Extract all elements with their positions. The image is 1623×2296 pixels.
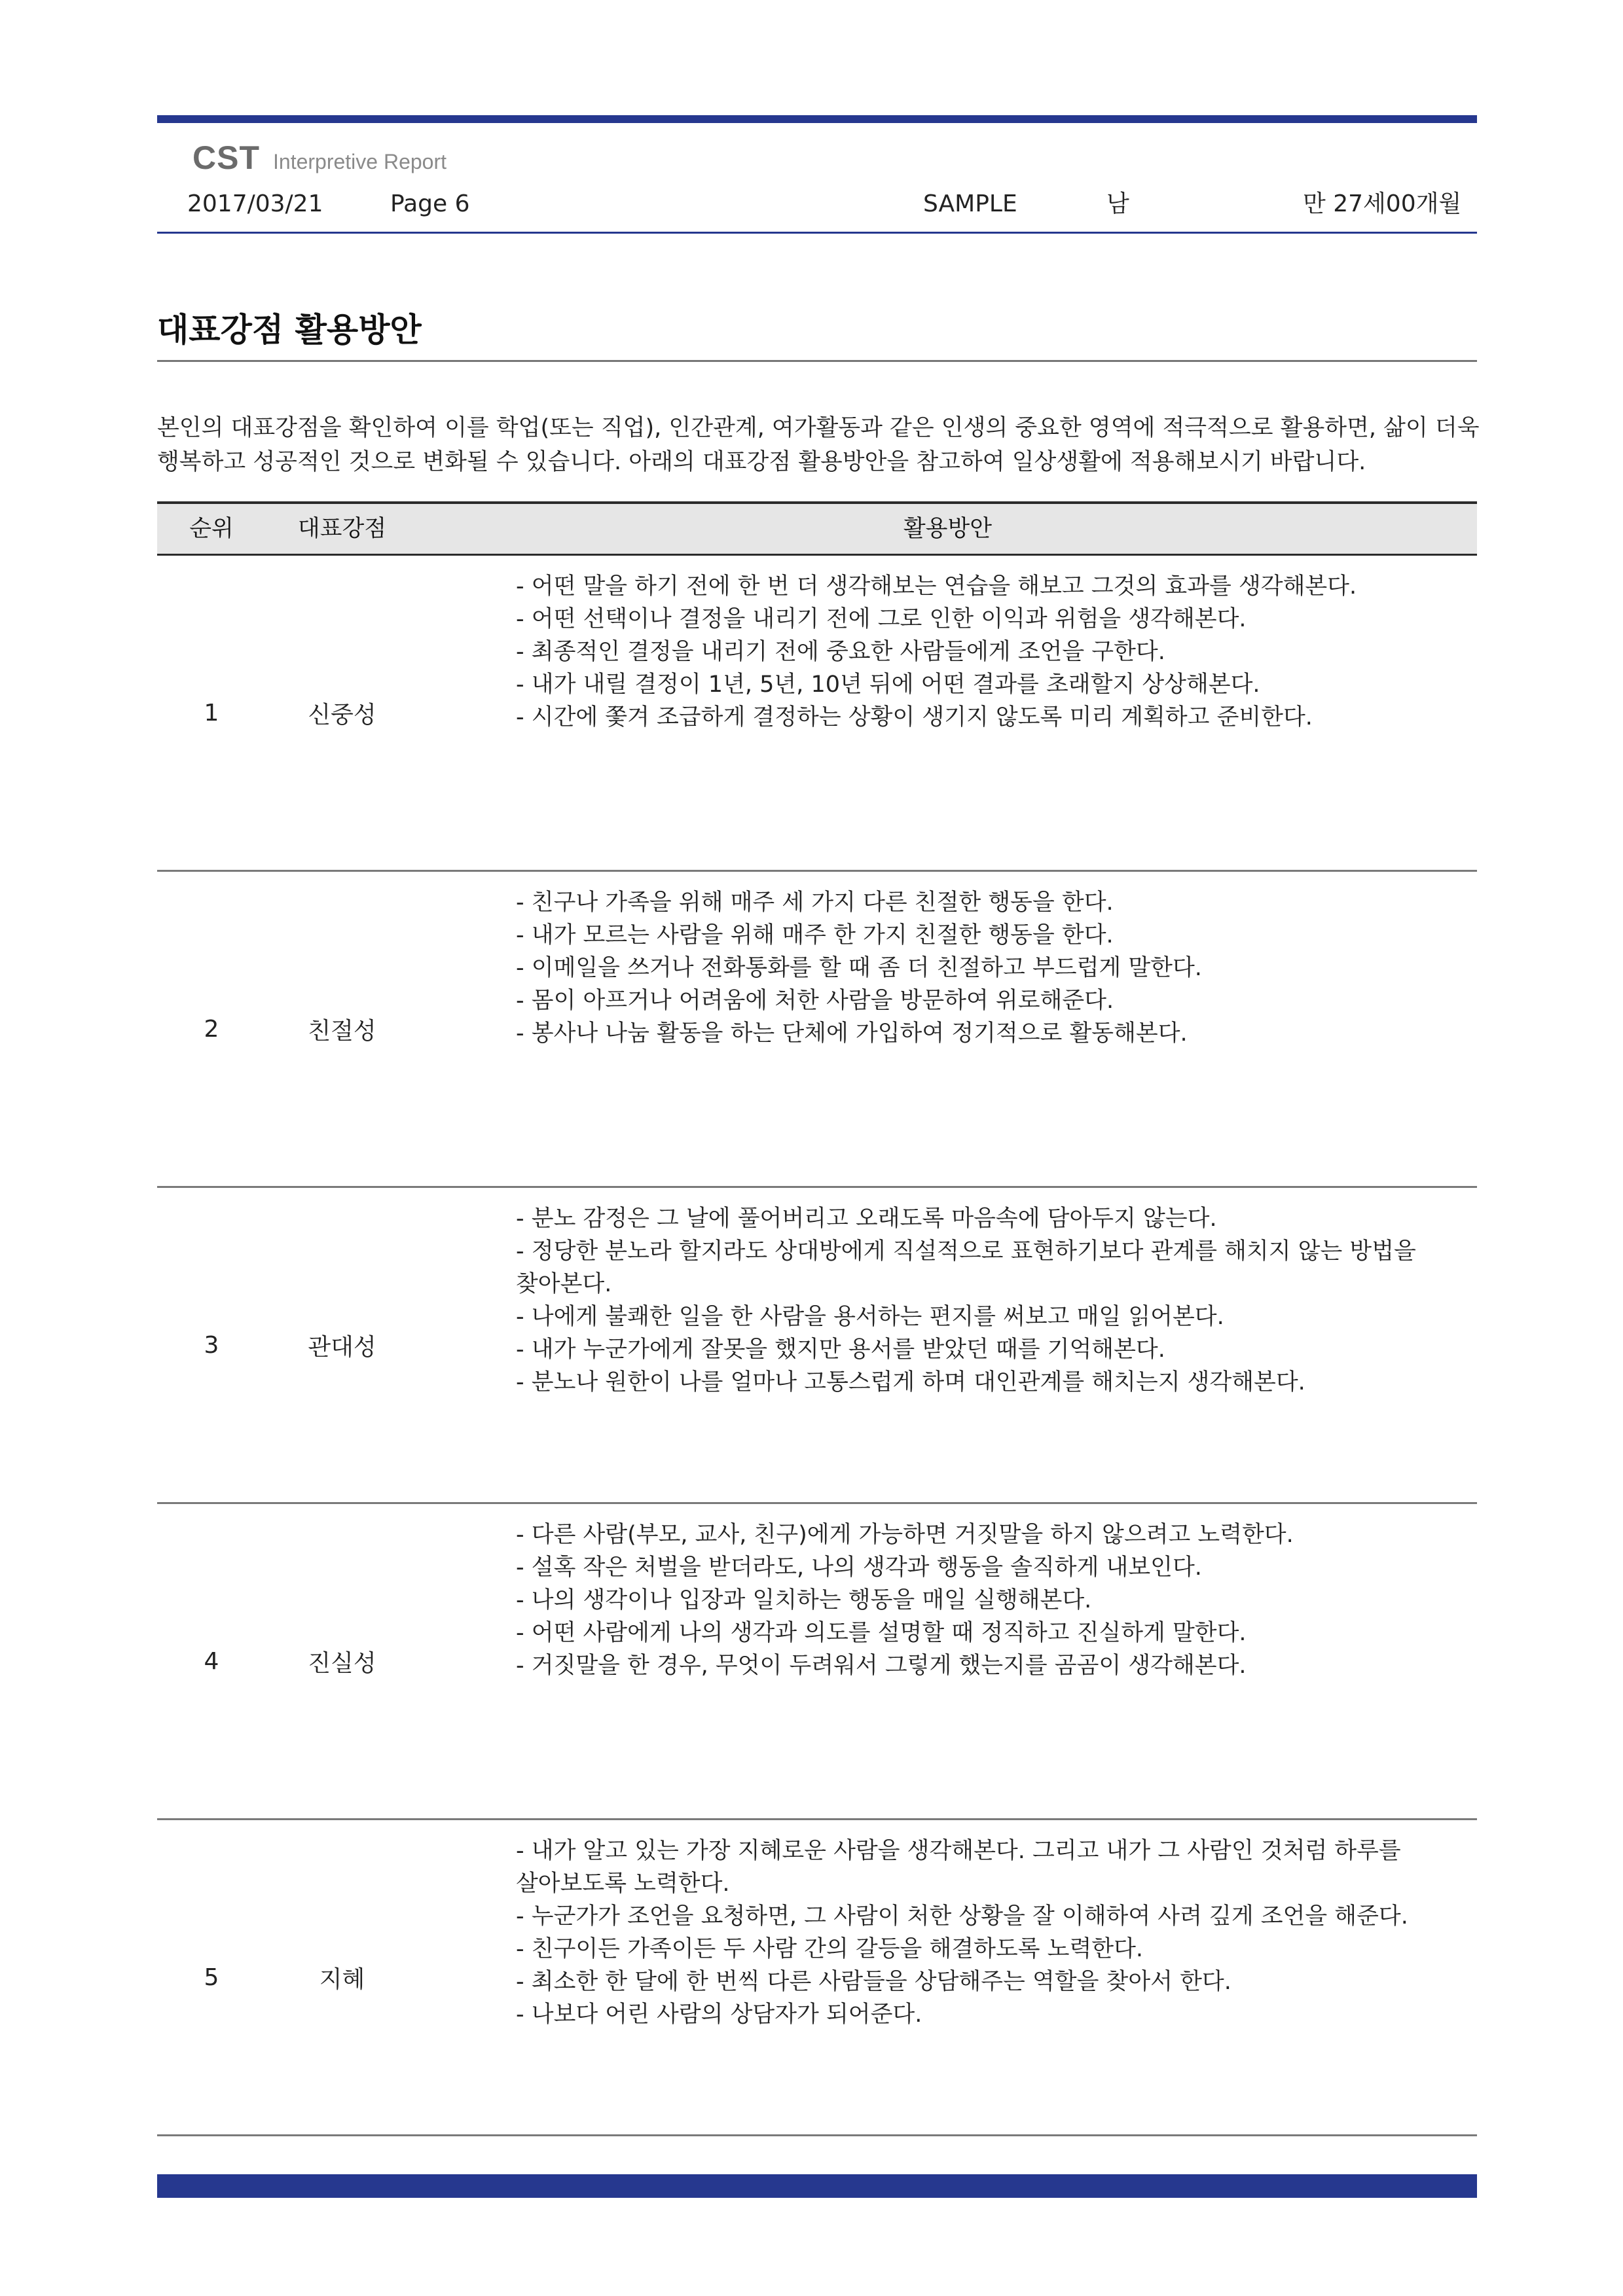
tips-list [516,1835,1459,2031]
tip-line: - 분노나 원한이 나를 얼마나 고통스럽게 하며 대인관계를 해치는지 생각해본다. [516,1369,1305,1395]
strength-cell: 지혜 [319,1965,365,1993]
tip-line: - 내가 알고 있는 가장 지혜로운 사람을 생각해본다. 그리고 내가 그 사람인 것처럼 하루를 [516,1838,1401,1864]
rank-cell: 3 [204,1331,219,1359]
intro-line: 본인의 대표강점을 확인하여 이를 학업(또는 직업), 인간관계, 여가활동과 같은 인생의 중요한 영역에 적극적으로 활용하면, 삶이 더욱 [157,415,1480,441]
tip-line: - 나의 생각이나 입장과 일치하는 행동을 매일 실행해본다. [516,1587,1092,1613]
tip-line: - 나에게 불쾌한 일을 한 사람을 용서하는 편지를 써보고 매일 읽어본다. [516,1304,1224,1330]
tip-line: 찾아본다. [516,1271,612,1297]
tips-list [516,886,1459,1050]
table-row [157,556,1477,872]
tip-line: - 어떤 사람에게 나의 생각과 의도를 설명할 때 정직하고 진실하게 말한다. [516,1620,1247,1646]
tip-line: - 설혹 작은 처벌을 받더라도, 나의 생각과 행동을 솔직하게 내보인다. [516,1554,1202,1581]
report-brand [192,139,447,181]
table-row [157,1504,1477,1820]
page-number: Page 6 [390,190,470,217]
subject-age: 만 27세00개월 [1303,190,1462,217]
table-row [157,1188,1477,1504]
rank-cell: 4 [204,1647,219,1675]
tip-line: - 정당한 분노라 할지라도 상대방에게 직설적으로 표현하기보다 관계를 해치지 않는 방법을 [516,1238,1416,1265]
column-header-tips: 활용방안 [903,516,993,542]
rank-cell: 1 [204,699,219,726]
tip-line: - 몸이 아프거나 어려움에 처한 사람을 방문하여 위로해준다. [516,988,1114,1014]
tip-line: - 친구나 가족을 위해 매주 세 가지 다른 친절한 행동을 한다. [516,889,1114,916]
strength-cell: 진실성 [308,1649,376,1677]
strength-cell: 관대성 [308,1333,376,1361]
tip-line: - 내가 모르는 사람을 위해 매주 한 가지 친절한 행동을 한다. [516,922,1114,948]
strengths-table [157,501,1477,2136]
rank-cell: 2 [204,1015,219,1043]
tip-line: - 최소한 한 달에 한 번씩 다른 사람들을 상담해주는 역할을 찾아서 한다. [516,1969,1231,1995]
tip-line: - 친구이든 가족이든 두 사람 간의 갈등을 해결하도록 노력한다. [516,1936,1144,1962]
report-date: 2017/03/21 [187,190,323,217]
intro-line: 행복하고 성공적인 것으로 변화될 수 있습니다. 아래의 대표강점 활용방안을 참고하여 일상생활에 적용해보시기 바랍니다. [157,449,1366,475]
tip-line: - 어떤 선택이나 결정을 내리기 전에 그로 인한 이익과 위험을 생각해본다. [516,606,1247,632]
tip-line: - 거짓말을 한 경우, 무엇이 두려워서 그렇게 했는지를 곰곰이 생각해본다. [516,1653,1247,1679]
brand-subtitle: Interpretive Report [273,150,447,173]
tip-line: - 내가 내릴 결정이 1년, 5년, 10년 뒤에 어떤 결과를 초래할지 상상해본다. [516,672,1260,698]
intro-paragraph [157,411,1480,479]
tip-line: - 시간에 쫓겨 조급하게 결정하는 상황이 생기지 않도록 미리 계획하고 준비한다. [516,704,1313,730]
title-divider [157,360,1477,362]
column-header-rank: 순위 [189,516,234,542]
section-title: 대표강점 활용방안 [157,311,422,349]
table-header [157,501,1477,556]
subject-gender: 남 [1106,190,1129,217]
rank-cell: 5 [204,1964,219,1991]
strength-cell: 친절성 [308,1017,376,1045]
tip-line: 살아보도록 노력한다. [516,1871,730,1897]
table-row [157,872,1477,1188]
tips-list [516,570,1459,734]
tip-line: - 내가 누군가에게 잘못을 했지만 용서를 받았던 때를 기억해본다. [516,1336,1165,1363]
bottom-accent-bar [157,2174,1477,2198]
tip-line: - 누군가가 조언을 요청하면, 그 사람이 처한 상황을 잘 이해하여 사려 깊게 조언을 해준다. [516,1903,1408,1929]
tip-line: - 나보다 어린 사람의 상담자가 되어준다. [516,2001,922,2028]
tip-line: - 최종적인 결정을 내리기 전에 중요한 사람들에게 조언을 구한다. [516,639,1165,665]
header-divider [157,232,1477,234]
tip-line: - 이메일을 쓰거나 전화통화를 할 때 좀 더 친절하고 부드럽게 말한다. [516,955,1202,981]
tip-line: - 봉사나 나눔 활동을 하는 단체에 가입하여 정기적으로 활동해본다. [516,1020,1188,1047]
tip-line: - 어떤 말을 하기 전에 한 번 더 생각해보는 연습을 해보고 그것의 효과를 생각해본다. [516,573,1357,600]
column-header-strength: 대표강점 [297,516,387,542]
subject-name: SAMPLE [923,190,1017,217]
brand-logo-text: CST [192,139,260,176]
tips-list [516,1202,1459,1399]
tips-list [516,1518,1459,1682]
top-accent-bar [157,115,1477,123]
strength-cell: 신중성 [308,701,376,728]
tip-line: - 다른 사람(부모, 교사, 친구)에게 가능하면 거짓말을 하지 않으려고 노력한다. [516,1522,1294,1548]
table-body [157,556,1477,2136]
tip-line: - 분노 감정은 그 날에 풀어버리고 오래도록 마음속에 담아두지 않는다. [516,1206,1217,1232]
table-row [157,1820,1477,2136]
